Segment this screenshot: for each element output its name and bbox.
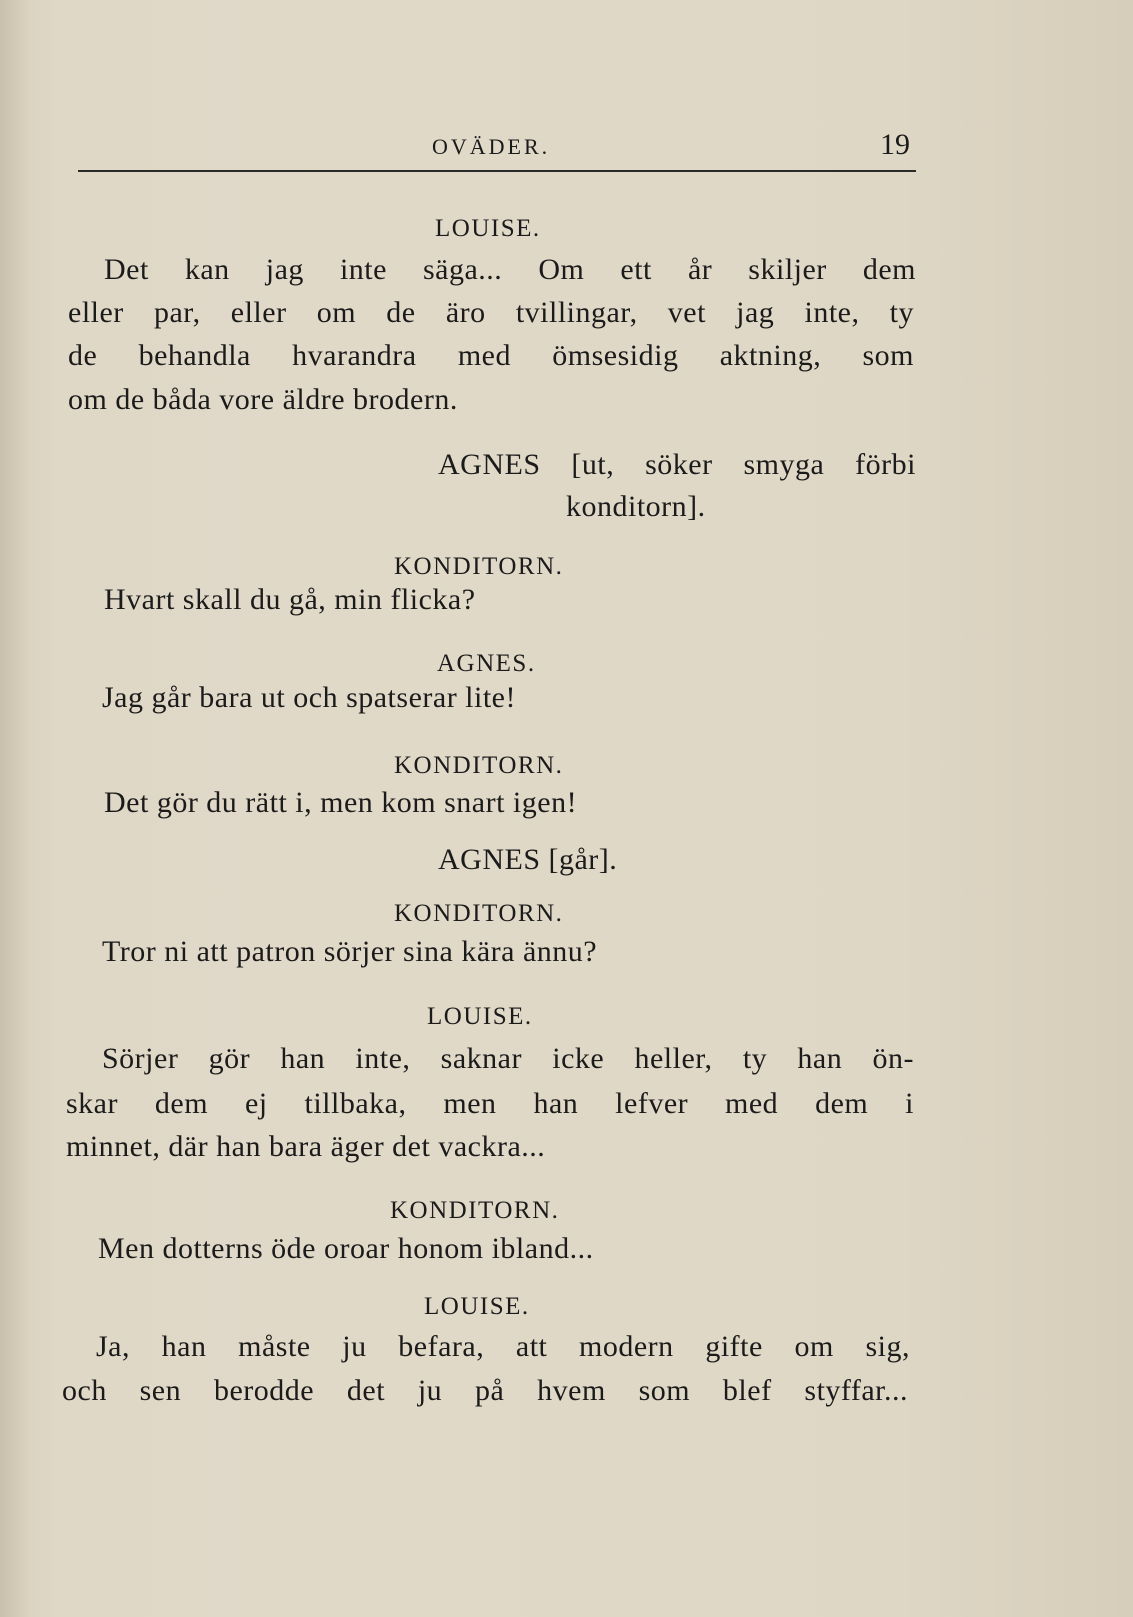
stage-direction: AGNES [går]. bbox=[438, 843, 618, 876]
speaker-label: KONDITORN. bbox=[394, 553, 564, 580]
dialogue-line: och sen berodde det ju på hvem som blef styffar... bbox=[62, 1374, 908, 1407]
dialogue-line: skar dem ej tillbaka, men han lefver med dem i bbox=[66, 1087, 914, 1120]
speaker-label: KONDITORN. bbox=[394, 752, 564, 779]
dialogue-line: Sörjer gör han inte, saknar icke heller, ty han ön- bbox=[102, 1042, 914, 1075]
speaker-label: KONDITORN. bbox=[394, 900, 564, 927]
stage-direction: AGNES [ut, söker smyga förbi bbox=[438, 448, 916, 481]
page-number: 19 bbox=[880, 128, 910, 161]
dialogue-line: Ja, han måste ju befara, att modern gifte om sig, bbox=[96, 1330, 910, 1363]
speaker-label: LOUISE. bbox=[435, 215, 541, 242]
dialogue-line: Tror ni att patron sörjer sina kära ännu? bbox=[102, 935, 598, 968]
dialogue-line: Men dotterns öde oroar honom ibland... bbox=[98, 1232, 594, 1265]
stage-direction-cont: konditorn]. bbox=[566, 490, 706, 523]
running-title: OVÄDER. bbox=[432, 134, 551, 159]
speaker-label: LOUISE. bbox=[427, 1003, 533, 1030]
speaker-label: LOUISE. bbox=[424, 1293, 530, 1320]
dialogue-line: minnet, där han bara äger det vackra... bbox=[66, 1130, 546, 1163]
dialogue-line: Det gör du rätt i, men kom snart igen! bbox=[104, 786, 578, 819]
dialogue-line: Det kan jag inte säga... Om ett år skiljer dem bbox=[104, 253, 916, 286]
dialogue-line: eller par, eller om de äro tvillingar, vet jag inte, ty bbox=[68, 296, 914, 329]
dialogue-line: om de båda vore äldre brodern. bbox=[68, 383, 458, 416]
dialogue-line: Hvart skall du gå, min flicka? bbox=[104, 583, 476, 616]
speaker-label: KONDITORN. bbox=[390, 1197, 560, 1224]
speaker-label: AGNES. bbox=[437, 650, 536, 677]
dialogue-line: de behandla hvarandra med ömsesidig aktning, som bbox=[68, 339, 914, 372]
dialogue-line: Jag går bara ut och spatserar lite! bbox=[102, 681, 516, 714]
